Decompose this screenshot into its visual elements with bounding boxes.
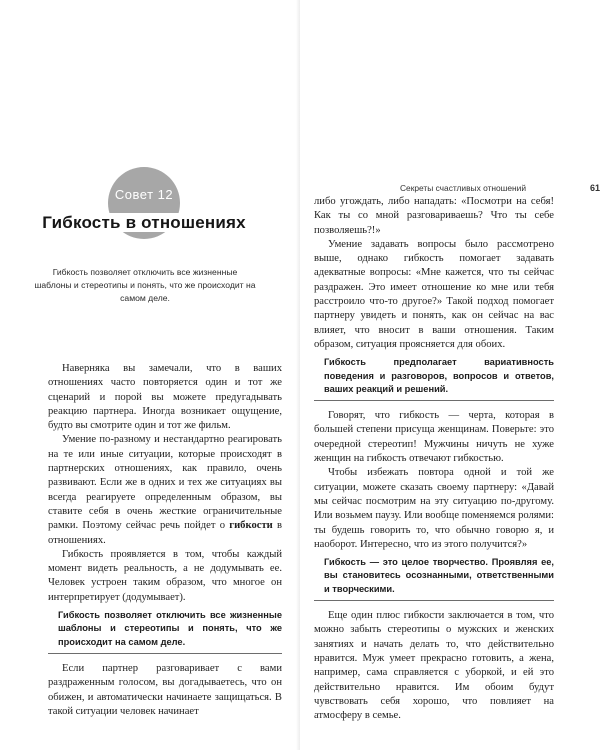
left-body — [48, 362, 282, 719]
running-head — [400, 183, 600, 193]
chapter-intro: Гибкость позволяет отключить все жизненные шаблоны и стереотипы и понять, что же происходит на самом деле. — [34, 267, 256, 303]
chapter-title-text: Гибкость в отношениях — [38, 213, 250, 232]
paragraph — [48, 433, 282, 547]
right-page — [300, 0, 600, 750]
page-number: 61 — [589, 183, 600, 193]
paragraph: Наверняка вы замечали, что в ваших отношениях часто повторяется один и тот же сценарий и порой вы можете предугадывать реакцию партнера. Иногда возникает ощущение, будто вы смотрите один и тот же фильм. — [48, 363, 282, 432]
badge-label: Совет 12 — [114, 187, 174, 202]
paragraph: Чтобы избежать повтора одной и той же ситуации, можете сказать своему партнеру: «Давай мы сейчас посмотрим на эту ситуацию по-другому. Или возьмем паузу. Или вообще поменяемся ролями: ты будешь говорить то, что обычно говорю я, и наоборот. Интересно, что из этого получится?» — [314, 467, 554, 550]
paragraph: Если партнер разговаривает с вами раздраженным голосом, вы догадываетесь, что он обижен, и автоматически начинаете защищаться. В такой ситуации человек начинает — [48, 662, 282, 717]
bold-term-suffix: в отношениях. — [48, 520, 282, 546]
paragraph: Гибкость проявляется в том, чтобы каждый момент видеть реальность, а не додумывать ее. Человек устроен таким образом, что многое он интерпретирует (додумывает). — [48, 548, 282, 603]
paragraph: либо угождать, либо нападать: «Посмотри на себя! Как ты со мной разговариваешь? Что ты себе позволяешь?!» — [314, 196, 554, 236]
running-head-title: Секреты счастливых отношений — [400, 183, 527, 193]
bold-term: гибкости — [229, 520, 273, 532]
right-body — [314, 195, 554, 723]
highlight-box: Гибкость позволяет отключить все жизненные шаблоны и стереотипы и понять, что же происходит на самом деле. — [48, 609, 282, 654]
paragraph: Говорят, что гибкость — черта, которая в большей степени присуща женщинам. Поверьте: это очередной стереотип! Мужчины ничуть не хуже женщин на гибкость отвечают гибкостью. — [314, 410, 554, 465]
paragraph-text: Умение по-разному и нестандартно реагировать на те или иные ситуации, которые происходят в партнерских отношениях, как правило, очень развивают. Если же в одних и тех же ситуациях вы всегда реагируете определенным образом, вы ставите себя в очень жесткие ограничительные рамки. Поэтому сейчас речь пойдет о — [48, 434, 282, 532]
highlight-box: Гибкость предполагает вариативность поведения и разговоров, вопросов и ответов, ваших реакций и решений. — [314, 356, 554, 401]
paragraph: Еще один плюс гибкости заключается в том, что можно забыть стереотипы о мужских и женских занятиях и начать делать то, что действительно нравится. Муж умеет прекрасно готовить, а жена, например, сама справляется с уборкой, и ей это действительно нравится. Им обоим будут чувствовать себя хорошо, что повлияет на атмосферу в семье. — [314, 610, 554, 722]
highlight-box: Гибкость — это целое творчество. Проявляя ее, вы становитесь осознанными, ответственными и творческими. — [314, 556, 554, 601]
chapter-title — [0, 213, 288, 233]
paragraph: Умение задавать вопросы было рассмотрено выше, однако гибкость помогает задавать адекватные вопросы: «Мне кажется, что ты сейчас раздражен. Это имеет отношение ко мне или тебя расстроило что-то другое?» Такой подход помогает партнеру увидеть и понять, как он сейчас на вас влияет, что вносит в ваши отношения. Таким образом, ситуация проясняется для обоих. — [314, 238, 554, 350]
